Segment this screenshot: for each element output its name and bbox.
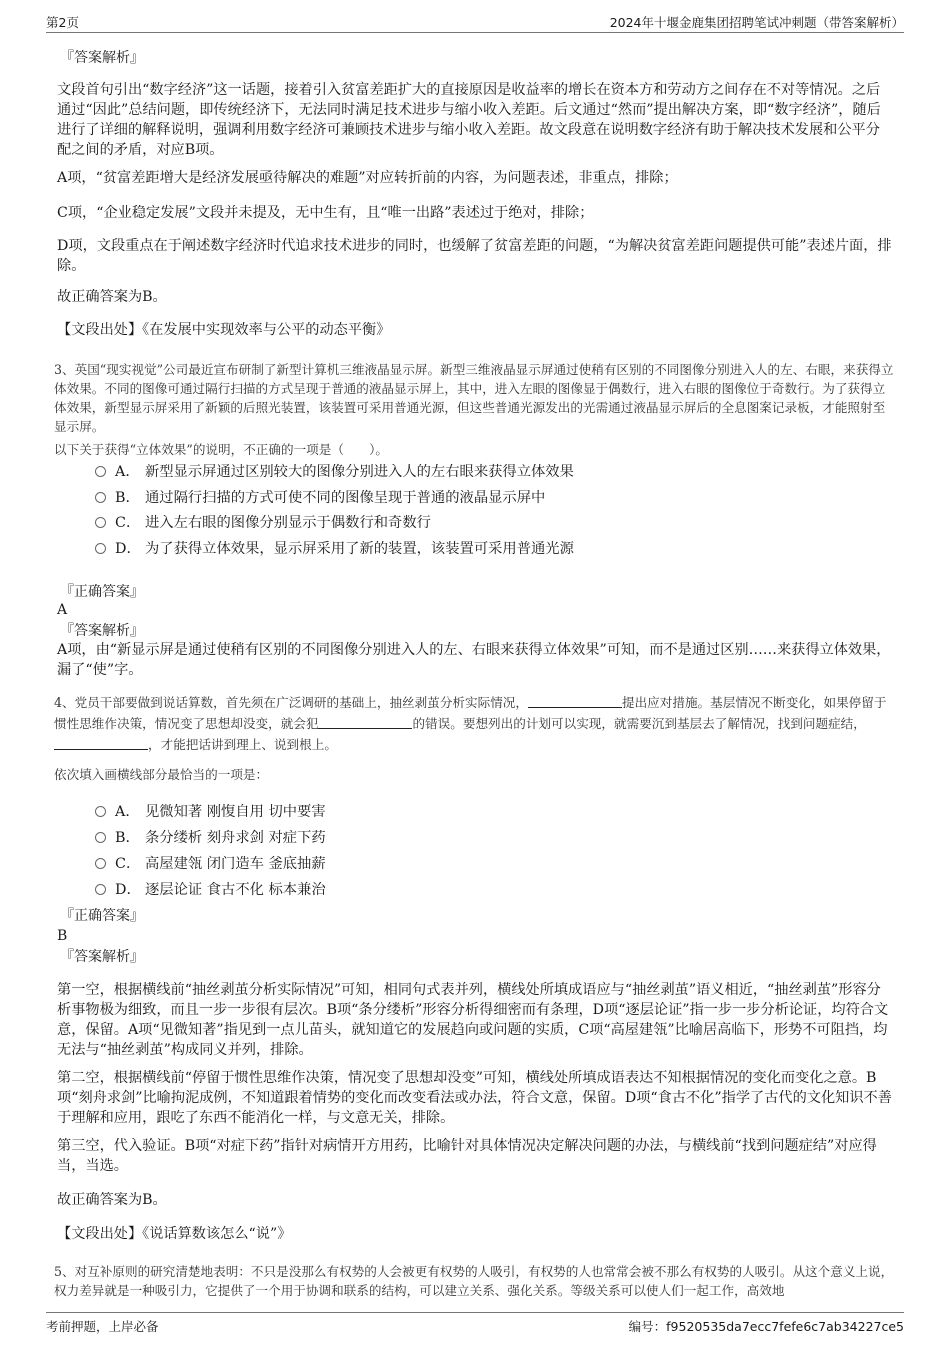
q4-answer-label: 『正确答案』 [60, 908, 144, 924]
q3-option-a[interactable]: A． 新型显示屏通过区别较大的图像分别进入人的左右眼来获得立体效果 [95, 462, 574, 482]
q4-analysis-label: 『答案解析』 [60, 949, 144, 965]
radio-icon[interactable] [95, 832, 106, 843]
q4-analysis-blank-1: 第一空，根据横线前“抽丝剥茧分析实际情况”可知，相同句式表并列，横线处所填成语应与“抽丝剥茧”语义相近，“抽丝剥茧”形容分析事物极为细致，而且一步一步很有层次。B项“条分缕析”形容分析得细密而有条理，D项“逐层论证”指一步一步分析论证，均符合文意，保留。A项“见微知著”指见到一点儿苗头，就知道它的发展趋向或问题的实质，C项“高屋建瓴”比喻居高临下，形势不可阻挡，均无法与“抽丝剥茧”构成同义并列，排除。 [57, 982, 889, 1058]
q4-source: 【文段出处】《说话算数该怎么“说”》 [57, 1226, 292, 1242]
blank-2 [318, 715, 412, 729]
q5-stem: 5、对互补原则的研究清楚地表明：不只是没那么有权势的人会被更有权势的人吸引，有权势的人也常常会被不那么有权势的人吸引。从这个意义上说，权力差异就是一种吸引力，它提供了一个用于协调和联系的结构，可以建立关系、强化关系。等级关系可以使人们一起工作，高效地 [54, 1264, 894, 1298]
q4-stem: 4、党员干部要做到说话算数，首先须在广泛调研的基础上，抽丝剥茧分析实际情况， 提出应对措施。基层情况不断变化，如果停留于惯性思维作决策，情况变了思想却没变，就会犯 的错误。要想列出的计划可以实现，就需要沉到基层去了解情况，找到问题症结，，才能把话讲到理上、说到根上。 [54, 695, 887, 752]
blank-3 [54, 736, 148, 750]
q3-question: 以下关于获得“立体效果”的说明，不正确的一项是（ ）。 [54, 442, 389, 457]
page-footer [46, 1312, 904, 1335]
q3-analysis-label: 『答案解析』 [60, 623, 144, 639]
q3-answer-label: 『正确答案』 [60, 584, 144, 600]
radio-icon[interactable] [95, 806, 106, 817]
q4-answer: B [57, 928, 68, 944]
q2-source: 【文段出处】《在发展中实现效率与公平的动态平衡》 [57, 322, 391, 338]
q2-analysis-option-a: A项，“贫富差距增大是经济发展亟待解决的难题”对应转折前的内容，为问题表述，非重点，排除； [57, 170, 678, 186]
q4-option-c[interactable]: C． 高屋建瓴 闭门造车 釜底抽薪 [95, 854, 326, 874]
q4-analysis-blank-3: 第三空，代入验证。B项“对症下药”指针对病情开方用药，比喻针对具体情况决定解决问题的办法，与横线前“找到问题症结”对应得当，当选。 [57, 1138, 877, 1174]
q2-conclusion: 故正确答案为B。 [57, 289, 167, 305]
q2-analysis-label: 『答案解析』 [60, 50, 144, 66]
radio-icon[interactable] [95, 517, 106, 528]
q3-option-d[interactable]: D． 为了获得立体效果，显示屏采用了新的装置，该装置可采用普通光源 [95, 539, 574, 559]
q4-question: 依次填入画横线部分最恰当的一项是： [54, 767, 269, 782]
q4-option-b[interactable]: B． 条分缕析 刻舟求剑 对症下药 [95, 828, 326, 848]
q4-option-a[interactable]: A． 见微知著 刚愎自用 切中要害 [95, 802, 326, 822]
radio-icon[interactable] [95, 884, 106, 895]
q3-answer: A [57, 602, 68, 618]
page-header [46, 10, 904, 33]
radio-icon[interactable] [95, 466, 106, 477]
page-number: 第2页 [46, 15, 79, 30]
document-id: 编号：f9520535da7ecc7fefe6c7ab34227ce5 [628, 1319, 904, 1334]
radio-icon[interactable] [95, 858, 106, 869]
q2-analysis-option-c: C项，“企业稳定发展”文段并未提及，无中生有，且“唯一出路”表述过于绝对，排除； [57, 205, 594, 221]
document-title: 2024年十堰金鹿集团招聘笔试冲刺题（带答案解析） [609, 15, 904, 30]
footer-slogan: 考前押题，上岸必备 [46, 1319, 159, 1334]
radio-icon[interactable] [95, 543, 106, 554]
q2-analysis-option-d: D项，文段重点在于阐述数字经济时代追求技术进步的同时，也缓解了贫富差距的问题，“为解决贫富差距问题提供可能”表述片面，排除。 [57, 238, 892, 274]
q4-option-d[interactable]: D． 逐层论证 食古不化 标本兼治 [95, 880, 326, 900]
q3-option-b[interactable]: B． 通过隔行扫描的方式可使不同的图像呈现于普通的液晶显示屏中 [95, 488, 545, 508]
radio-icon[interactable] [95, 492, 106, 503]
blank-1 [528, 694, 622, 708]
q3-analysis: A项，由“新显示屏是通过使稍有区别的不同图像分别进入人的左、右眼来获得立体效果”可知，而不是通过区别……来获得立体效果，漏了“使”字。 [57, 642, 891, 678]
q2-analysis-paragraph: 文段首句引出“数字经济”这一话题，接着引入贫富差距扩大的直接原因是收益率的增长在资本方和劳动方之间存在不对等情况。之后通过“因此”总结问题，即传统经济下，无法同时满足技术进步与缩小收入差距。后文通过“然而”提出解决方案，即“数字经济”，随后进行了详细的解释说明，强调利用数字经济可兼顾技术进步与缩小收入差距。故文段意在说明数字经济有助于解决技术发展和公平分配之间的矛盾，对应B项。 [57, 82, 881, 158]
q4-conclusion: 故正确答案为B。 [57, 1192, 167, 1208]
q3-option-c[interactable]: C． 进入左右眼的图像分别显示于偶数行和奇数行 [95, 513, 431, 533]
q3-stem: 3、英国“现实视觉”公司最近宣布研制了新型计算机三维液晶显示屏。新型三维液晶显示屏通过使稍有区别的不同图像分别进入人的左、右眼，来获得立体效果。不同的图像可通过隔行扫描的方式呈现于普通的液晶显示屏上，其中，进入左眼的图像显于偶数行，进入右眼的图像位于奇数行。为了获得立体效果，新型显示屏采用了新颖的后照光装置，该装置可采用普通光源，但这些普通光源发出的光需通过液晶显示屏后的全息图案记录板，才能照射至显示屏。 [54, 362, 894, 434]
q4-analysis-blank-2: 第二空，根据横线前“停留于惯性思维作决策，情况变了思想却没变”可知，横线处所填成语表达不知根据情况的变化而变化之意。B项“刻舟求剑”比喻拘泥成例，不知道跟着情势的变化而改变看法或办法，符合文意，保留。D项“食古不化”指学了古代的文化知识不善于理解和应用，跟吃了东西不能消化一样，与文意无关，排除。 [57, 1070, 892, 1126]
